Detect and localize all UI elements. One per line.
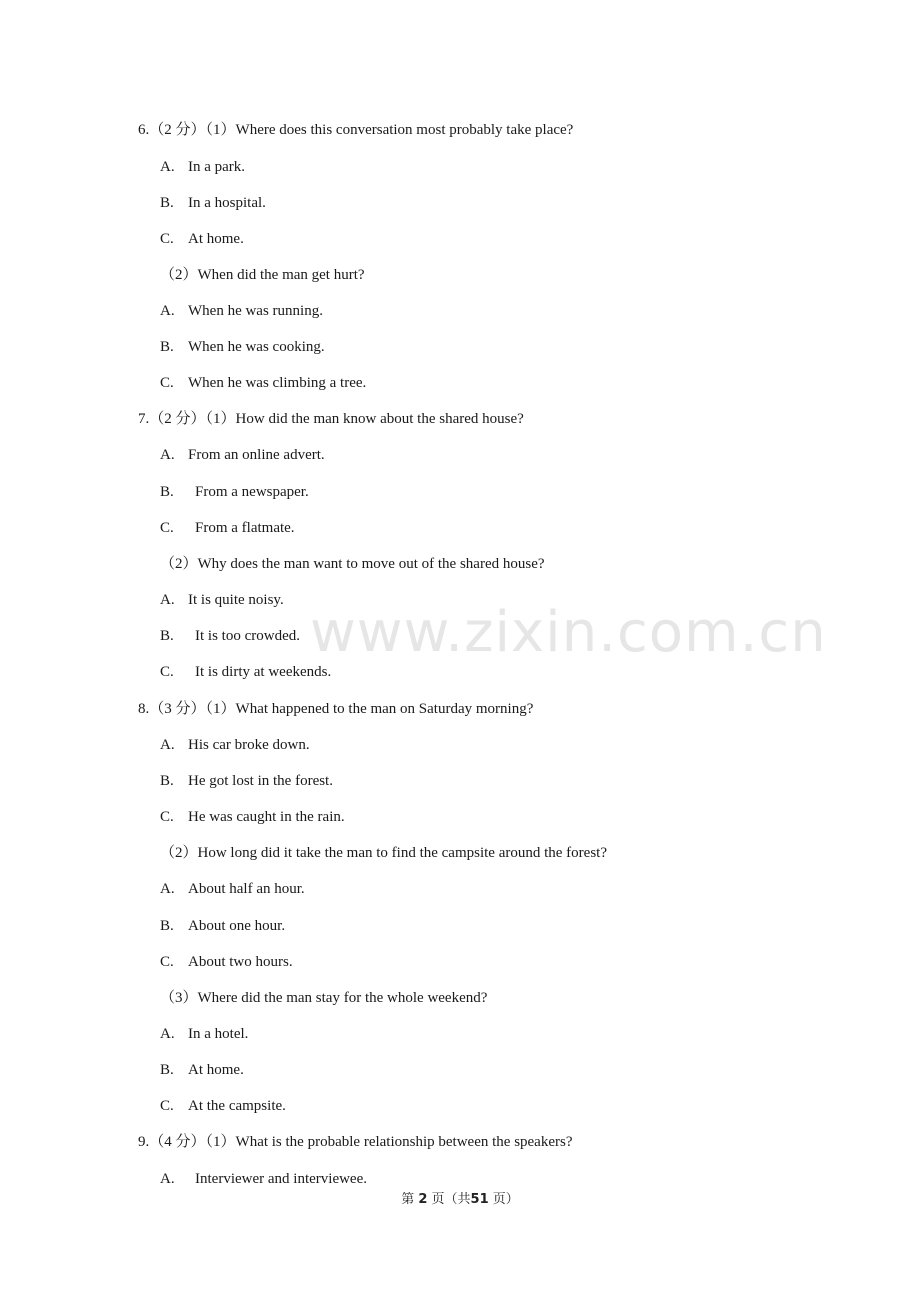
sub-question: （2）How long did it take the man to find the campsite around the forest?	[160, 845, 607, 861]
option-c: C. When he was climbing a tree.	[160, 375, 367, 391]
question-8-stem	[138, 699, 533, 719]
option-b: B. In a hospital.	[160, 195, 266, 211]
question-number: 7.	[138, 411, 150, 427]
part-label: （1）	[205, 701, 236, 717]
option-b: B. From a newspaper.	[160, 484, 309, 500]
question-number: 9.	[138, 1134, 150, 1150]
question-text: What is the probable relationship between the speakers?	[235, 1134, 573, 1150]
part-label: （1）	[205, 411, 236, 427]
option-a: A. When he was running.	[160, 303, 323, 319]
question-points: （2 分）	[149, 411, 206, 427]
question-points: （4 分）	[149, 1134, 206, 1150]
option-b: B. When he was cooking.	[160, 339, 325, 355]
question-9-stem	[138, 1132, 573, 1152]
option-b: B. It is too crowded.	[160, 628, 300, 644]
sub-question: （2）Why does the man want to move out of the shared house?	[160, 556, 545, 572]
question-6-stem	[138, 120, 573, 140]
option-c: C. From a flatmate.	[160, 520, 295, 536]
sub-question: （3）Where did the man stay for the whole weekend?	[160, 990, 488, 1006]
current-page-number: 2	[418, 1192, 428, 1207]
question-7-stem	[138, 409, 524, 429]
option-a: A. In a hotel.	[160, 1026, 249, 1042]
option-a: A. About half an hour.	[160, 881, 305, 897]
option-c: C. At home.	[160, 231, 244, 247]
question-text: What happened to the man on Saturday morning?	[235, 701, 534, 717]
total-pages: 51	[470, 1192, 489, 1207]
question-text: How did the man know about the shared house?	[235, 411, 524, 427]
option-a: A. From an online advert.	[160, 447, 325, 463]
option-b: B. About one hour.	[160, 918, 286, 934]
part-label: （1）	[205, 1134, 236, 1150]
page-footer: 第 2 页（共51 页）	[401, 1192, 519, 1207]
watermark: www.zixin.com.cn	[310, 600, 827, 665]
option-a: A. Interviewer and interviewee.	[160, 1171, 367, 1187]
option-c: C. He was caught in the rain.	[160, 809, 345, 825]
option-c: C. At the campsite.	[160, 1098, 286, 1114]
option-a: A. His car broke down.	[160, 737, 310, 753]
question-number: 6.	[138, 122, 150, 138]
part-label: （1）	[205, 122, 236, 138]
question-number: 8.	[138, 701, 150, 717]
question-points: （3 分）	[149, 701, 206, 717]
option-c: C. About two hours.	[160, 954, 293, 970]
question-text: Where does this conversation most probably take place?	[235, 122, 574, 138]
option-c: C. It is dirty at weekends.	[160, 664, 332, 680]
option-b: B. At home.	[160, 1062, 244, 1078]
option-b: B. He got lost in the forest.	[160, 773, 333, 789]
sub-question: （2）When did the man get hurt?	[160, 267, 365, 283]
option-a: A. It is quite noisy.	[160, 592, 284, 608]
option-a: A. In a park.	[160, 159, 246, 175]
question-points: （2 分）	[149, 122, 206, 138]
